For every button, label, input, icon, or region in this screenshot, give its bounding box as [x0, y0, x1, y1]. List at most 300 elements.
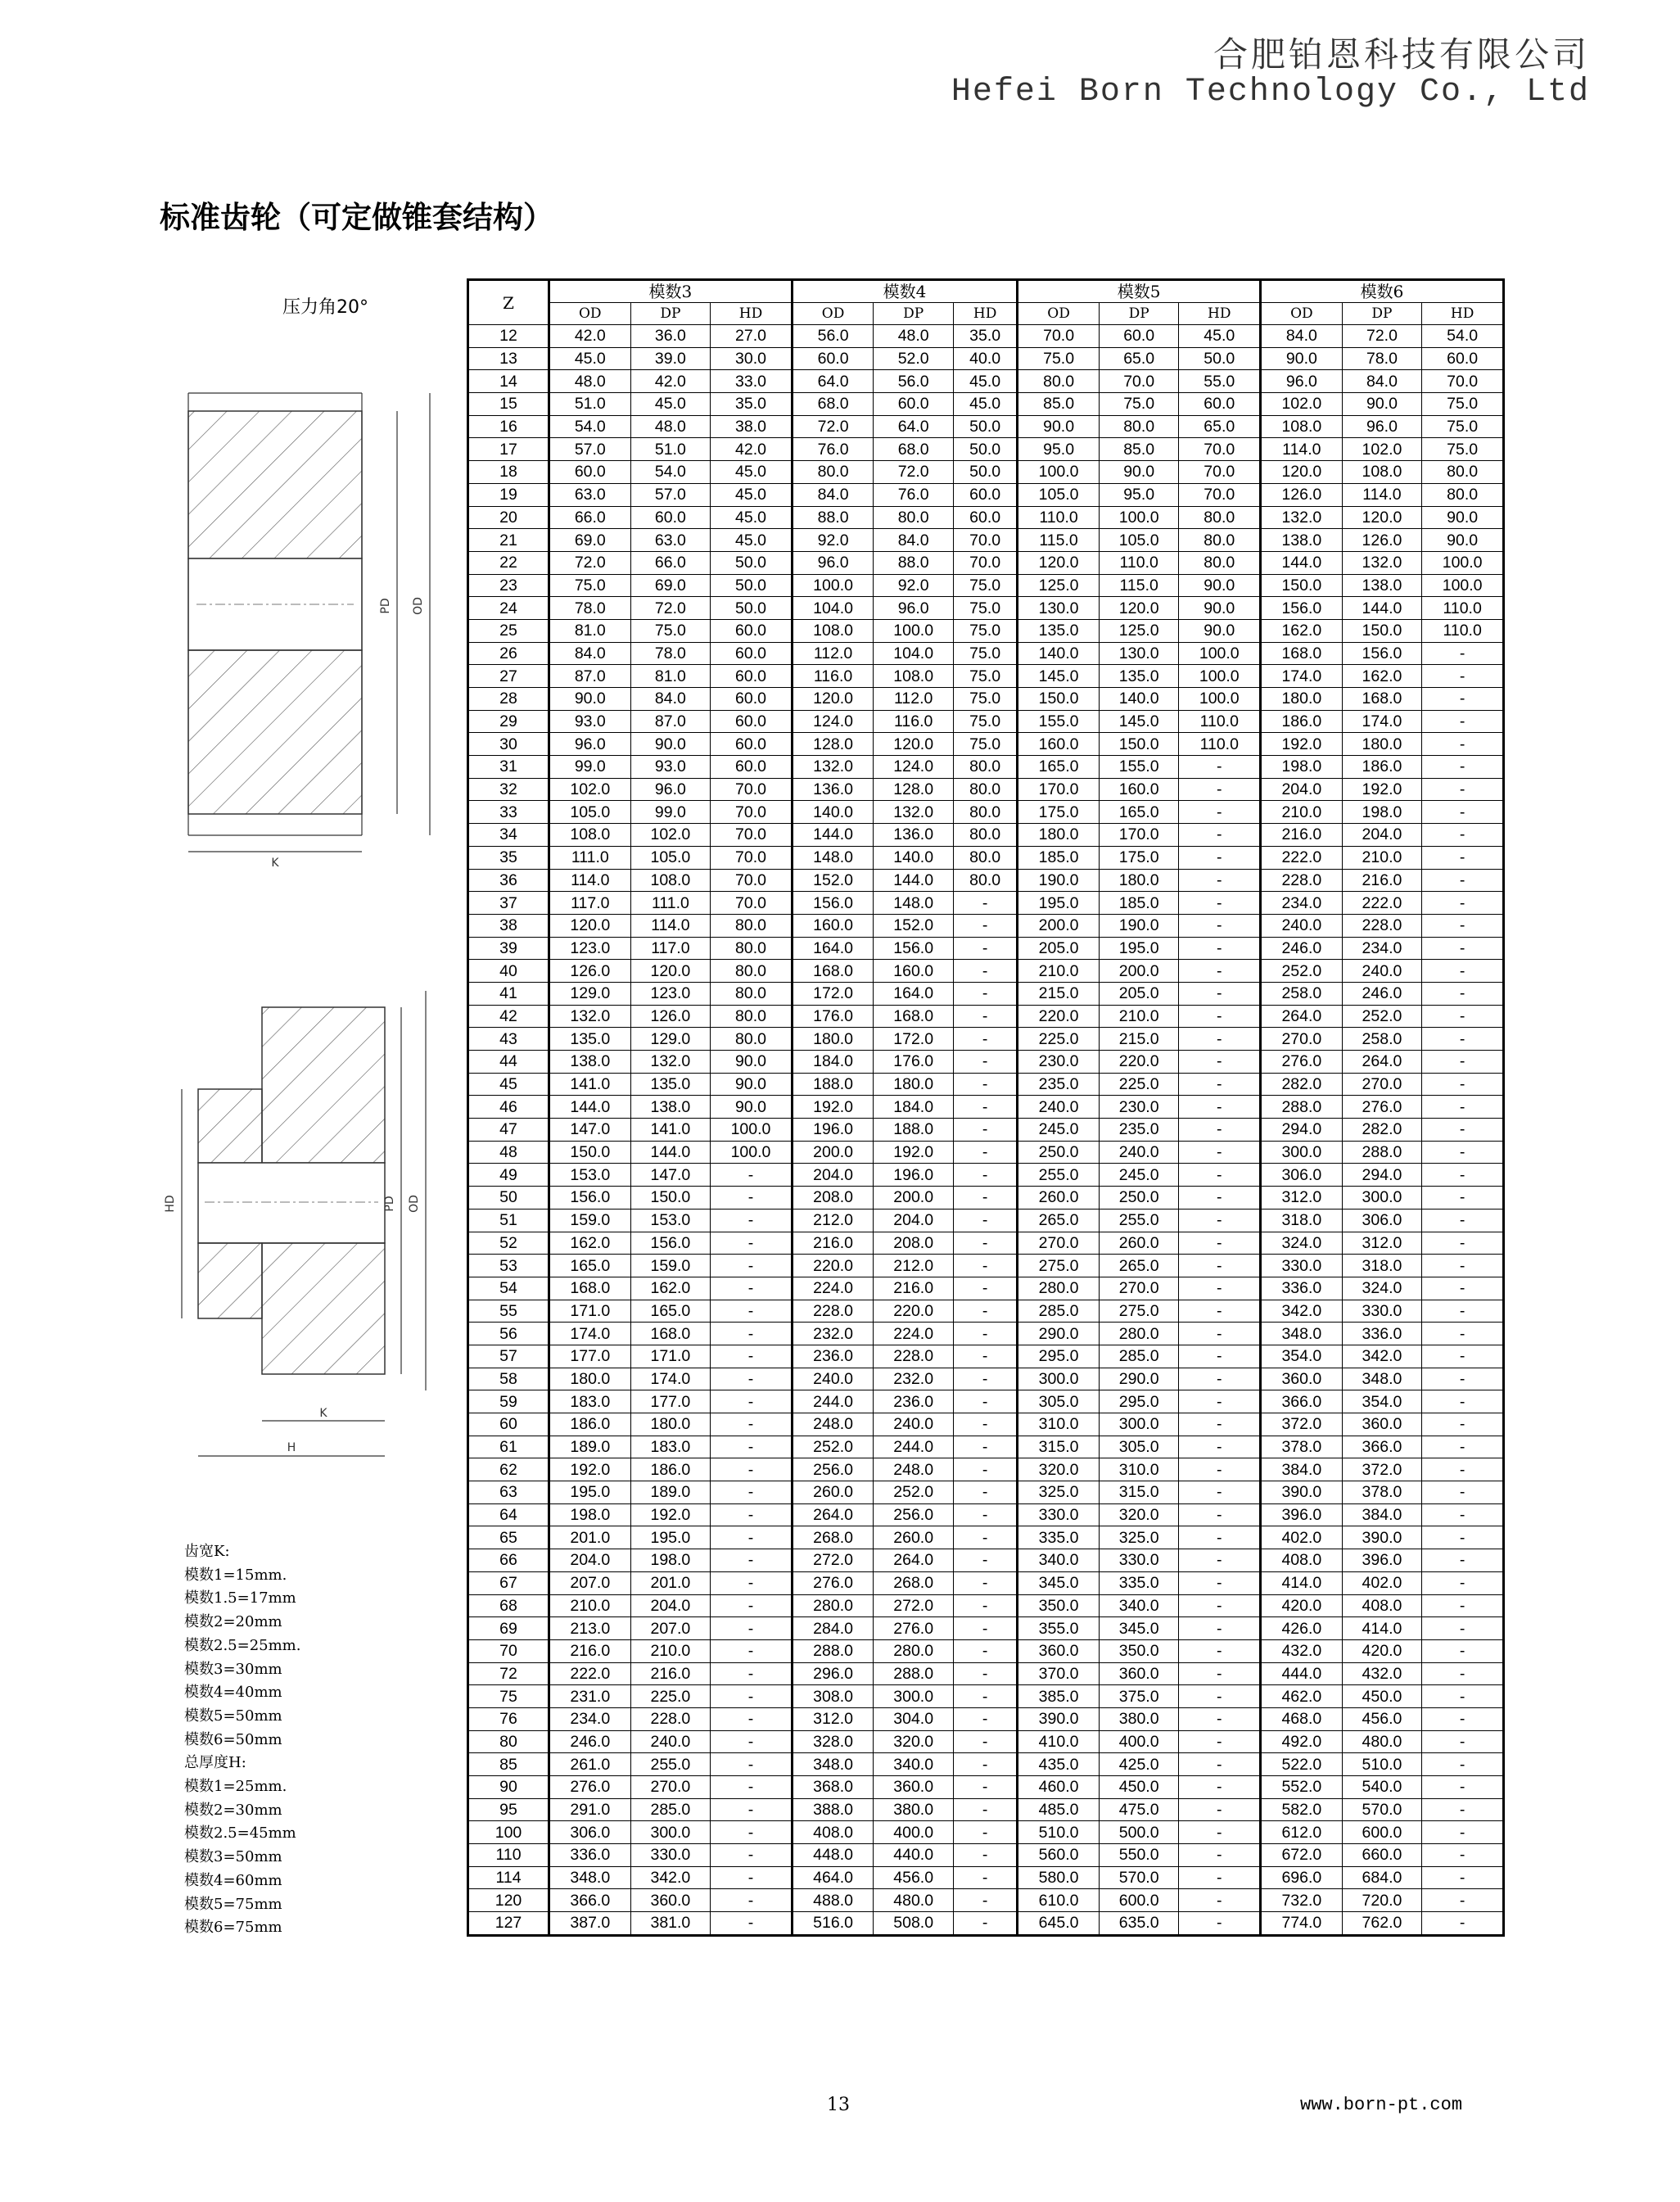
table-cell: 408.0 [1342, 1594, 1422, 1617]
table-cell: 48.0 [630, 415, 711, 438]
table-row [468, 1255, 1504, 1277]
table-cell: 153.0 [549, 1164, 631, 1187]
table-cell: 63.0 [630, 529, 711, 552]
table-cell: 54.0 [630, 461, 711, 484]
table-cell: 80.0 [953, 846, 1017, 869]
table-cell: 402.0 [1342, 1571, 1422, 1594]
tooth-count-cell: 67 [468, 1571, 549, 1594]
table-cell: 75.0 [1018, 347, 1100, 370]
table-cell: 141.0 [630, 1119, 711, 1142]
tooth-count-cell: 12 [468, 325, 549, 348]
table-cell: 212.0 [792, 1209, 874, 1232]
table-cell: - [1179, 1798, 1261, 1821]
table-cell: - [953, 1073, 1017, 1096]
table-cell: 204.0 [792, 1164, 874, 1187]
table-cell: 76.0 [874, 483, 954, 506]
table-cell: - [1422, 1798, 1504, 1821]
table-cell: - [1179, 1096, 1261, 1119]
table-cell: 90.0 [711, 1073, 793, 1096]
table-cell: 195.0 [1018, 892, 1100, 915]
table-cell: - [711, 1481, 793, 1504]
table-row [468, 824, 1504, 847]
table-cell: 235.0 [1099, 1119, 1179, 1142]
table-cell: 150.0 [1099, 733, 1179, 756]
table-cell: - [1422, 1730, 1504, 1753]
table-cell: - [1179, 1617, 1261, 1640]
table-cell: 140.0 [1099, 688, 1179, 711]
table-cell: - [1422, 1844, 1504, 1867]
table-cell: 684.0 [1342, 1866, 1422, 1889]
table-cell: 60.0 [953, 506, 1017, 529]
table-cell: 264.0 [1342, 1051, 1422, 1074]
table-cell: - [953, 1119, 1017, 1142]
table-cell: 340.0 [1018, 1549, 1100, 1572]
table-cell: 207.0 [549, 1571, 631, 1594]
table-cell: 312.0 [1261, 1187, 1343, 1210]
table-cell: 168.0 [792, 960, 874, 983]
od-dim-label-2: OD [408, 1195, 421, 1213]
table-cell: 75.0 [953, 710, 1017, 733]
table-cell: 138.0 [549, 1051, 631, 1074]
table-cell: 88.0 [792, 506, 874, 529]
table-cell: 120.0 [1099, 597, 1179, 620]
table-cell: 270.0 [1018, 1232, 1100, 1255]
tooth-count-cell: 23 [468, 574, 549, 597]
table-cell: 93.0 [630, 756, 711, 779]
tooth-count-cell: 58 [468, 1368, 549, 1390]
table-cell: - [1179, 1141, 1261, 1164]
table-cell: - [953, 982, 1017, 1005]
table-cell: - [711, 1277, 793, 1300]
table-cell: 128.0 [874, 778, 954, 801]
table-cell: 144.0 [630, 1141, 711, 1164]
table-cell: 45.0 [711, 506, 793, 529]
table-cell: - [1179, 1526, 1261, 1549]
table-row [468, 982, 1504, 1005]
table-cell: 66.0 [630, 551, 711, 574]
table-cell: 410.0 [1018, 1730, 1100, 1753]
table-cell: 387.0 [549, 1912, 631, 1936]
table-cell: 99.0 [630, 801, 711, 824]
table-cell: 381.0 [630, 1912, 711, 1936]
dp-header: DP [874, 303, 954, 325]
table-cell: 39.0 [630, 347, 711, 370]
table-cell: 48.0 [549, 370, 631, 393]
table-cell: 132.0 [1261, 506, 1343, 529]
table-cell: 224.0 [874, 1323, 954, 1345]
tooth-width-note: 模数1=15mm. [184, 1566, 287, 1584]
table-row [468, 1707, 1504, 1730]
table-cell: 260.0 [1099, 1232, 1179, 1255]
table-cell: 230.0 [1018, 1051, 1100, 1074]
tooth-count-cell: 70 [468, 1639, 549, 1662]
table-cell: - [711, 1232, 793, 1255]
table-cell: 117.0 [630, 937, 711, 960]
table-row [468, 1571, 1504, 1594]
table-cell: 300.0 [1342, 1187, 1422, 1210]
table-cell: 45.0 [953, 370, 1017, 393]
table-cell: 516.0 [792, 1912, 874, 1936]
table-cell: - [711, 1300, 793, 1323]
table-cell: - [1422, 756, 1504, 779]
table-cell: - [1422, 1255, 1504, 1277]
table-cell: 207.0 [630, 1617, 711, 1640]
tooth-count-cell: 33 [468, 801, 549, 824]
tooth-count-cell: 95 [468, 1798, 549, 1821]
table-cell: 325.0 [1099, 1526, 1179, 1549]
table-row [468, 914, 1504, 937]
table-cell: 384.0 [1261, 1458, 1343, 1481]
table-cell: - [1179, 982, 1261, 1005]
table-cell: 168.0 [1342, 688, 1422, 711]
table-row [468, 688, 1504, 711]
table-cell: 612.0 [1261, 1821, 1343, 1844]
table-cell: 210.0 [549, 1594, 631, 1617]
table-row [468, 574, 1504, 597]
table-cell: 112.0 [874, 688, 954, 711]
table-cell: 105.0 [1018, 483, 1100, 506]
thickness-note: 模数5=75mm [184, 1895, 282, 1913]
table-cell: 45.0 [630, 393, 711, 416]
tooth-count-cell: 35 [468, 846, 549, 869]
tooth-count-cell: 20 [468, 506, 549, 529]
table-cell: 60.0 [953, 483, 1017, 506]
tooth-count-cell: 49 [468, 1164, 549, 1187]
table-cell: 348.0 [1261, 1323, 1343, 1345]
tooth-count-cell: 18 [468, 461, 549, 484]
table-row [468, 1458, 1504, 1481]
table-cell: 330.0 [1099, 1549, 1179, 1572]
tooth-width-note: 模数2.5=25mm. [184, 1636, 301, 1654]
table-cell: 72.0 [630, 597, 711, 620]
table-cell: 270.0 [630, 1776, 711, 1799]
table-cell: 335.0 [1018, 1526, 1100, 1549]
module-3-header: 模数3 [549, 280, 793, 303]
table-cell: 372.0 [1261, 1413, 1343, 1436]
table-cell: - [1422, 1051, 1504, 1074]
h-dim-label: H [287, 1441, 296, 1454]
table-cell: 342.0 [1261, 1300, 1343, 1323]
table-cell: 290.0 [1018, 1323, 1100, 1345]
tooth-count-cell: 21 [468, 529, 549, 552]
table-cell: 84.0 [549, 642, 631, 665]
table-cell: 300.0 [1261, 1141, 1343, 1164]
tooth-count-cell: 38 [468, 914, 549, 937]
table-cell: 147.0 [549, 1119, 631, 1142]
table-cell: 55.0 [1179, 370, 1261, 393]
table-cell: 244.0 [874, 1436, 954, 1458]
tooth-count-cell: 90 [468, 1776, 549, 1799]
table-cell: 200.0 [874, 1187, 954, 1210]
table-cell: - [711, 1503, 793, 1526]
table-cell: 294.0 [1261, 1119, 1343, 1142]
table-cell: 144.0 [1261, 551, 1343, 574]
table-cell: - [1179, 1594, 1261, 1617]
table-cell: 180.0 [549, 1368, 631, 1390]
table-cell: 126.0 [549, 960, 631, 983]
table-cell: - [1422, 1187, 1504, 1210]
table-cell: 70.0 [1099, 370, 1179, 393]
table-cell: 174.0 [630, 1368, 711, 1390]
table-cell: 366.0 [1342, 1436, 1422, 1458]
table-row [468, 1798, 1504, 1821]
table-cell: 42.0 [711, 438, 793, 461]
table-cell: 480.0 [1342, 1730, 1422, 1753]
table-cell: 152.0 [874, 914, 954, 937]
table-cell: - [953, 1617, 1017, 1640]
table-cell: 88.0 [874, 551, 954, 574]
table-cell: - [1422, 1707, 1504, 1730]
table-cell: 75.0 [953, 688, 1017, 711]
table-cell: 57.0 [630, 483, 711, 506]
tooth-count-cell: 28 [468, 688, 549, 711]
table-cell: 510.0 [1342, 1753, 1422, 1776]
table-cell: 148.0 [792, 846, 874, 869]
table-cell: - [953, 1821, 1017, 1844]
table-row [468, 461, 1504, 484]
tooth-count-cell: 114 [468, 1866, 549, 1889]
table-cell: - [1179, 1164, 1261, 1187]
table-cell: 102.0 [549, 778, 631, 801]
table-cell: 159.0 [630, 1255, 711, 1277]
table-cell: 200.0 [1018, 914, 1100, 937]
table-row [468, 778, 1504, 801]
table-cell: 70.0 [711, 869, 793, 892]
tooth-count-cell: 127 [468, 1912, 549, 1936]
table-cell: - [711, 1526, 793, 1549]
table-cell: 100.0 [1018, 461, 1100, 484]
table-cell: 63.0 [549, 483, 631, 506]
table-cell: 128.0 [792, 733, 874, 756]
company-name-en: Hefei Born Technology Co., Ltd [951, 74, 1590, 111]
table-cell: 185.0 [1099, 892, 1179, 915]
table-cell: 145.0 [1018, 665, 1100, 688]
table-cell: 440.0 [874, 1844, 954, 1867]
table-row [468, 1617, 1504, 1640]
table-cell: - [711, 1187, 793, 1210]
tooth-count-cell: 54 [468, 1277, 549, 1300]
table-cell: 320.0 [1018, 1458, 1100, 1481]
table-cell: 342.0 [1342, 1345, 1422, 1368]
table-cell: 80.0 [953, 869, 1017, 892]
table-row [468, 438, 1504, 461]
table-cell: - [1422, 1277, 1504, 1300]
table-cell: - [1179, 1707, 1261, 1730]
table-cell: 120.0 [1018, 551, 1100, 574]
table-cell: - [1422, 688, 1504, 711]
table-cell: - [711, 1458, 793, 1481]
table-cell: - [953, 1662, 1017, 1685]
table-cell: 304.0 [874, 1707, 954, 1730]
table-cell: 228.0 [792, 1300, 874, 1323]
table-cell: 126.0 [1342, 529, 1422, 552]
table-cell: 485.0 [1018, 1798, 1100, 1821]
table-cell: 580.0 [1018, 1866, 1100, 1889]
table-row [468, 1096, 1504, 1119]
gear-spec-table [467, 278, 1505, 1937]
table-cell: - [1179, 1866, 1261, 1889]
table-cell: 246.0 [1342, 982, 1422, 1005]
table-cell: 111.0 [630, 892, 711, 915]
table-cell: - [1422, 937, 1504, 960]
table-cell: 228.0 [1261, 869, 1343, 892]
tooth-width-note: 模数5=50mm [184, 1707, 282, 1725]
table-cell: 213.0 [549, 1617, 631, 1640]
table-cell: 85.0 [1018, 393, 1100, 416]
table-cell: 275.0 [1099, 1300, 1179, 1323]
table-cell: 330.0 [1018, 1503, 1100, 1526]
table-cell: - [1422, 960, 1504, 983]
table-cell: 132.0 [792, 756, 874, 779]
table-cell: 132.0 [1342, 551, 1422, 574]
table-cell: 176.0 [792, 1005, 874, 1028]
table-cell: 60.0 [711, 642, 793, 665]
table-cell: 234.0 [1342, 937, 1422, 960]
table-cell: - [953, 1141, 1017, 1164]
table-cell: 462.0 [1261, 1685, 1343, 1708]
table-cell: 84.0 [1261, 325, 1343, 348]
table-cell: - [1179, 1323, 1261, 1345]
table-cell: - [953, 1503, 1017, 1526]
table-cell: 174.0 [549, 1323, 631, 1345]
table-cell: 150.0 [1261, 574, 1343, 597]
table-cell: 176.0 [874, 1051, 954, 1074]
table-row [468, 1119, 1504, 1142]
table-cell: 325.0 [1018, 1481, 1100, 1504]
tooth-count-cell: 52 [468, 1232, 549, 1255]
table-cell: 174.0 [1342, 710, 1422, 733]
od-header: OD [1018, 303, 1100, 325]
table-cell: - [953, 1798, 1017, 1821]
table-cell: - [711, 1730, 793, 1753]
table-cell: 80.0 [1422, 461, 1504, 484]
table-cell: 104.0 [874, 642, 954, 665]
table-cell: 268.0 [874, 1571, 954, 1594]
table-cell: 177.0 [549, 1345, 631, 1368]
table-cell: - [1179, 801, 1261, 824]
table-cell: 320.0 [874, 1730, 954, 1753]
table-cell: - [1422, 1209, 1504, 1232]
table-cell: - [1422, 778, 1504, 801]
table-cell: - [953, 1685, 1017, 1708]
table-cell: 231.0 [549, 1685, 631, 1708]
table-cell: 372.0 [1342, 1458, 1422, 1481]
table-cell: - [1179, 1685, 1261, 1708]
table-cell: 258.0 [1342, 1028, 1422, 1051]
table-cell: - [1422, 1776, 1504, 1799]
table-cell: 420.0 [1261, 1594, 1343, 1617]
table-cell: 245.0 [1018, 1119, 1100, 1142]
tooth-count-cell: 32 [468, 778, 549, 801]
table-cell: 234.0 [1261, 892, 1343, 915]
table-cell: 116.0 [874, 710, 954, 733]
table-cell: - [1422, 914, 1504, 937]
table-cell: - [1179, 756, 1261, 779]
table-cell: 244.0 [792, 1390, 874, 1413]
table-row [468, 1187, 1504, 1210]
tooth-count-cell: 22 [468, 551, 549, 574]
table-cell: 660.0 [1342, 1844, 1422, 1867]
table-cell: 108.0 [792, 619, 874, 642]
table-cell: 114.0 [549, 869, 631, 892]
table-cell: 450.0 [1099, 1776, 1179, 1799]
table-cell: 171.0 [630, 1345, 711, 1368]
table-cell: 318.0 [1261, 1209, 1343, 1232]
website-url: www.born-pt.com [1300, 2095, 1463, 2115]
hub-bottom [198, 1243, 262, 1318]
table-cell: - [1179, 1503, 1261, 1526]
table-row [468, 483, 1504, 506]
table-cell: 75.0 [953, 574, 1017, 597]
table-cell: - [711, 1685, 793, 1708]
table-cell: 240.0 [1261, 914, 1343, 937]
table-cell: - [953, 1390, 1017, 1413]
table-cell: 378.0 [1342, 1481, 1422, 1504]
table-cell: 70.0 [711, 892, 793, 915]
table-cell: - [1422, 1232, 1504, 1255]
table-cell: 150.0 [1342, 619, 1422, 642]
table-cell: 324.0 [1342, 1277, 1422, 1300]
table-cell: 90.0 [711, 1096, 793, 1119]
table-cell: - [1422, 1141, 1504, 1164]
table-row [468, 1390, 1504, 1413]
table-cell: 87.0 [630, 710, 711, 733]
table-cell: 108.0 [1261, 415, 1343, 438]
table-cell: 232.0 [874, 1368, 954, 1390]
k-dim-label-2: K [319, 1407, 327, 1420]
table-row [468, 1526, 1504, 1549]
table-row [468, 1073, 1504, 1096]
table-cell: - [1179, 1549, 1261, 1572]
table-cell: 177.0 [630, 1390, 711, 1413]
table-cell: - [953, 1571, 1017, 1594]
table-cell: 35.0 [711, 393, 793, 416]
table-cell: 540.0 [1342, 1776, 1422, 1799]
table-cell: 33.0 [711, 370, 793, 393]
table-cell: 280.0 [874, 1639, 954, 1662]
table-cell: 162.0 [630, 1277, 711, 1300]
table-cell: 285.0 [630, 1798, 711, 1821]
table-cell: 108.0 [549, 824, 631, 847]
table-cell: 50.0 [953, 415, 1017, 438]
table-cell: 216.0 [1342, 869, 1422, 892]
table-cell: - [953, 1912, 1017, 1936]
table-cell: 222.0 [1342, 892, 1422, 915]
table-cell: 186.0 [630, 1458, 711, 1481]
table-cell: 172.0 [874, 1028, 954, 1051]
table-cell: 250.0 [1018, 1141, 1100, 1164]
table-cell: - [1422, 1912, 1504, 1936]
table-cell: 156.0 [792, 892, 874, 915]
table-cell: 70.0 [711, 824, 793, 847]
table-cell: 75.0 [1422, 393, 1504, 416]
table-row [468, 846, 1504, 869]
tooth-count-cell: 100 [468, 1821, 549, 1844]
table-cell: 80.0 [953, 756, 1017, 779]
table-cell: 310.0 [1018, 1413, 1100, 1436]
table-row [468, 1662, 1504, 1685]
table-cell: - [1422, 1617, 1504, 1640]
table-cell: 136.0 [792, 778, 874, 801]
table-cell: - [1179, 1639, 1261, 1662]
table-cell: 110.0 [1179, 733, 1261, 756]
table-cell: 378.0 [1261, 1436, 1343, 1458]
table-cell: 42.0 [549, 325, 631, 348]
table-row [468, 665, 1504, 688]
table-cell: 210.0 [1261, 801, 1343, 824]
table-cell: 52.0 [874, 347, 954, 370]
table-cell: 225.0 [1099, 1073, 1179, 1096]
